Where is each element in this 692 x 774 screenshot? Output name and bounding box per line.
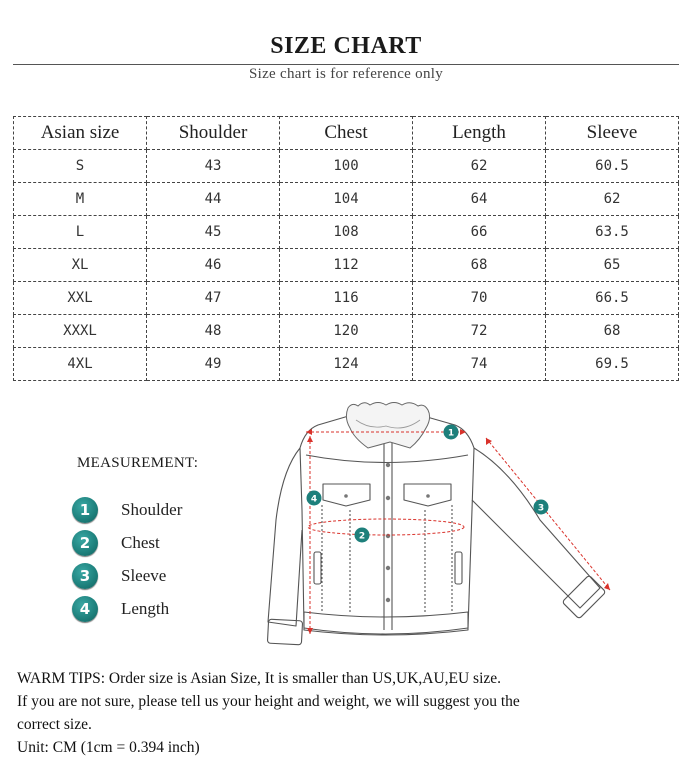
table-cell: 62 [546, 183, 679, 216]
svg-text:1: 1 [447, 428, 455, 439]
table-cell: 62 [413, 150, 546, 183]
tip-line: correct size. [17, 716, 92, 733]
legend-label: Shoulder [121, 500, 183, 519]
table-row [14, 282, 679, 315]
column-header: Length [413, 117, 546, 150]
column-header: Asian size [14, 117, 147, 150]
table-cell: 48 [147, 315, 280, 348]
jacket-measurement-diagram [255, 395, 625, 663]
table-cell: L [14, 216, 147, 249]
table-cell: 65 [546, 249, 679, 282]
legend-label: Chest [121, 533, 160, 552]
table-cell: 124 [280, 348, 413, 381]
table-cell: XXXL [14, 315, 147, 348]
tip-line: If you are not sure, please tell us your height and weight, we will suggest you the [17, 693, 520, 710]
table-cell: 66.5 [546, 282, 679, 315]
table-cell: M [14, 183, 147, 216]
page-title: SIZE CHART [270, 33, 422, 59]
table-cell: 45 [147, 216, 280, 249]
table-cell: 68 [546, 315, 679, 348]
column-header: Sleeve [546, 117, 679, 150]
table-cell: 44 [147, 183, 280, 216]
table-row [14, 315, 679, 348]
size-table [13, 116, 679, 381]
warm-tips [17, 667, 682, 759]
table-header-row [14, 117, 679, 150]
table-cell: 64 [413, 183, 546, 216]
table-cell: 47 [147, 282, 280, 315]
table-cell: 70 [413, 282, 546, 315]
jacket-outline [267, 415, 606, 645]
table-cell: 60.5 [546, 150, 679, 183]
table-cell: 69.5 [546, 348, 679, 381]
table-row [14, 249, 679, 282]
table-cell: 43 [147, 150, 280, 183]
table-cell: 68 [413, 249, 546, 282]
table-row [14, 150, 679, 183]
column-header: Chest [280, 117, 413, 150]
unit-note: Unit: CM (1cm = 0.394 inch) [17, 739, 200, 756]
table-cell: S [14, 150, 147, 183]
table-cell: 46 [147, 249, 280, 282]
table-cell: 72 [413, 315, 546, 348]
table-cell: 100 [280, 150, 413, 183]
number-4-icon: 4 [72, 596, 98, 622]
table-cell: 120 [280, 315, 413, 348]
table-cell: XL [14, 249, 147, 282]
number-1-icon: 1 [72, 497, 98, 523]
table-cell: 74 [413, 348, 546, 381]
fleece-collar [346, 403, 429, 449]
table-row [14, 216, 679, 249]
table-row [14, 348, 679, 381]
measurement-title: MEASUREMENT: [77, 455, 199, 471]
table-cell: 116 [280, 282, 413, 315]
number-3-icon: 3 [72, 563, 98, 589]
table-cell: XXL [14, 282, 147, 315]
table-cell: 4XL [14, 348, 147, 381]
table-cell: 49 [147, 348, 280, 381]
title-divider [13, 64, 679, 65]
svg-text:3: 3 [537, 503, 545, 514]
table-cell: 104 [280, 183, 413, 216]
tip-line: WARM TIPS: Order size is Asian Size, It is smaller than US,UK,AU,EU size. [17, 670, 502, 687]
guide-arrows [306, 429, 610, 634]
number-2-icon: 2 [72, 530, 98, 556]
table-row [14, 183, 679, 216]
table-cell: 63.5 [546, 216, 679, 249]
legend-label: Sleeve [121, 566, 167, 585]
column-header: Shoulder [147, 117, 280, 150]
legend-label: Length [121, 599, 170, 618]
page-subtitle: Size chart is for reference only [248, 66, 444, 82]
table-cell: 108 [280, 216, 413, 249]
table-cell: 112 [280, 249, 413, 282]
svg-text:2: 2 [358, 531, 366, 542]
table-cell: 66 [413, 216, 546, 249]
svg-text:4: 4 [310, 494, 318, 505]
